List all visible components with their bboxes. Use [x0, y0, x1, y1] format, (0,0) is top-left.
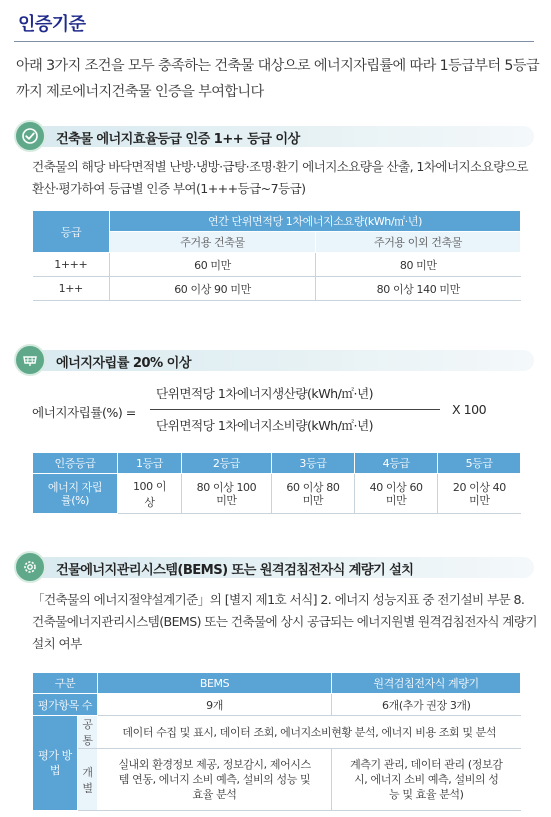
- section3-title: 건물에너지관리시스템(BEMS) 또는 원격검침전자식 계량기 설치: [56, 563, 414, 578]
- table-row: [33, 749, 521, 811]
- grade-5-value: 20 이상 40 미만: [438, 474, 521, 514]
- formula-denominator: 단위면적당 1차에너지소비량(kWh/㎡·년): [156, 418, 374, 433]
- fraction-bar: [150, 409, 440, 410]
- grade-3-value: 60 이상 80 미만: [271, 474, 354, 514]
- grade-2-header: 2등급: [182, 453, 272, 474]
- grade-1-value: 100 이상: [118, 474, 182, 514]
- intro-text: 아래 3가지 조건을 모두 충족하는 건축물 대상으로 에너지자립률에 따라 1등급부터 5등급까지 제로에너지건축물 인증을 부여합니다: [16, 58, 540, 100]
- table-row: [33, 277, 521, 301]
- non-residential-cell: 80 이상 140 미만: [316, 277, 521, 301]
- bems-header: BEMS: [98, 673, 332, 694]
- grade-3-header: 3등급: [271, 453, 354, 474]
- common-value: 데이터 수집 및 표시, 데이터 조회, 에너지소비현황 분석, 에너지 비용 조회 및 분석: [98, 716, 521, 749]
- meter-count: 6개(추가 권장 3개): [332, 694, 521, 716]
- grade-1-header: 1등급: [118, 453, 182, 474]
- efficiency-grade-table: [32, 210, 521, 301]
- grade-5-header: 5등급: [438, 453, 521, 474]
- self-sufficiency-formula: [32, 381, 512, 441]
- section2-header: [14, 348, 534, 373]
- cert-grade-header: 인증등급: [33, 453, 118, 474]
- formula-multiplier: X 100: [452, 402, 487, 417]
- common-label: 공통: [78, 716, 98, 749]
- category-header: 구분: [33, 673, 98, 694]
- title-divider: [14, 41, 534, 42]
- section1-title: 건축물 에너지효율등급 인증 1++ 등급 이상: [56, 132, 300, 147]
- meter-header: 원격검침전자식 계량기: [332, 673, 521, 694]
- grade-header: 등급: [33, 211, 110, 253]
- individual-meter: 계측기 관리, 데이터 관리 (정보감시, 에너지 소비 예측, 설비의 성능 및 효율 분석): [332, 749, 521, 811]
- grade-cell: 1+++: [33, 253, 110, 277]
- grade-cell: 1++: [33, 277, 110, 301]
- item-count-label: 평가항목 수: [33, 694, 98, 716]
- table-row: [33, 716, 521, 749]
- formula-numerator: 단위면적당 1차에너지생산량(kWh/㎡·년): [156, 386, 374, 401]
- bems-table: [32, 672, 521, 811]
- residential-header: 주거용 건축물: [110, 232, 316, 253]
- bems-count: 9개: [98, 694, 332, 716]
- self-sufficiency-row-label: 에너지 자립률(%): [33, 474, 118, 514]
- self-sufficiency-table: [32, 452, 521, 514]
- individual-label: 개별: [78, 749, 98, 811]
- non-residential-cell: 80 미만: [316, 253, 521, 277]
- table-row: [33, 474, 521, 514]
- residential-cell: 60 미만: [110, 253, 316, 277]
- section1-header: [14, 124, 534, 149]
- table-row: [33, 253, 521, 277]
- grade-4-header: 4등급: [355, 453, 438, 474]
- individual-bems: 실내외 환경정보 제공, 정보감시, 제어시스템 연동, 에너지 소비 예측, 설비의 성능 및 효율 분석: [98, 749, 332, 811]
- check-badge-icon: [14, 120, 46, 152]
- grade-4-value: 40 이상 60 미만: [355, 474, 438, 514]
- evaluation-method-label: 평가 방법: [33, 716, 78, 811]
- gear-icon: [14, 551, 46, 583]
- page-title: 인증기준: [18, 14, 86, 35]
- grade-2-value: 80 이상 100 미만: [182, 474, 272, 514]
- section2-title: 에너지자립률 20% 이상: [56, 356, 191, 371]
- consumption-group-header: 연간 단위면적당 1차에너지소요량(kWh/㎡·년): [110, 211, 521, 232]
- non-residential-header: 주거용 이외 건축물: [316, 232, 521, 253]
- table-row: [33, 694, 521, 716]
- section3-paragraph: 「건축물의 에너지절약설계기준」의 [별지 제1호 서식] 2. 에너지 성능지표 중 전기설비 부문 8. 건축물에너지관리시스템(BEMS) 또는 건축물에 상시 공급되는 에너지원별 원격검침전자식 계량기 설치 여부: [32, 592, 537, 651]
- section3-header: [14, 555, 534, 580]
- solar-panel-icon: [14, 344, 46, 376]
- formula-lhs: 에너지자립률(%) =: [32, 405, 136, 420]
- residential-cell: 60 이상 90 미만: [110, 277, 316, 301]
- section1-paragraph: 건축물의 해당 바닥면적별 난방·냉방·급탕·조명·환기 에너지소요량을 산출, 1차에너지소요량으로 환산·평가하여 등급별 인증 부여(1+++등급~7등급): [32, 159, 528, 196]
